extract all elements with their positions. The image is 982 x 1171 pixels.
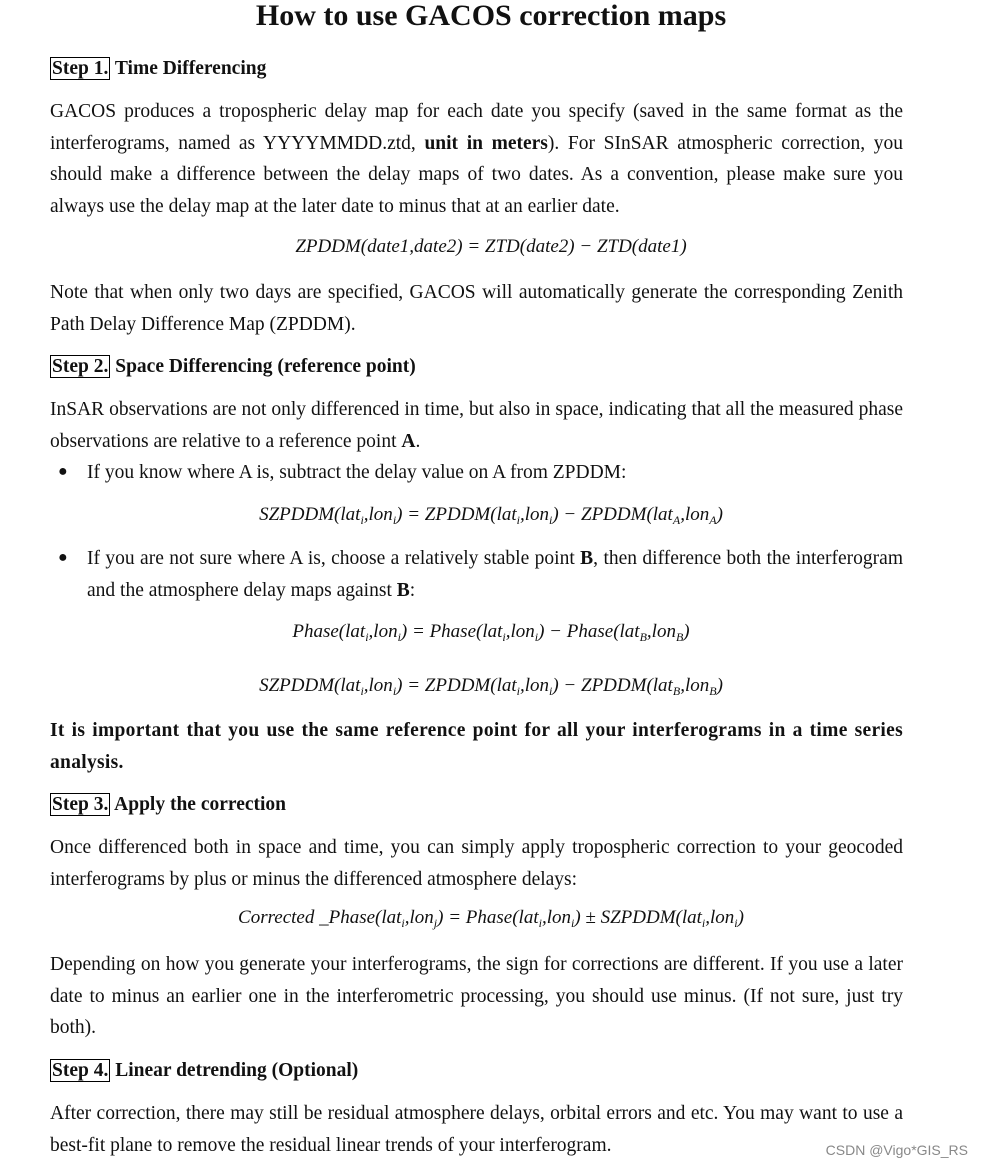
formula-text: ) <box>716 675 723 696</box>
formula-subscript: i <box>549 684 553 698</box>
formula-subscript: j <box>433 916 438 930</box>
formula-text: ) <box>716 504 723 525</box>
bullet-item <box>87 543 903 606</box>
formula-text: ,lon <box>363 504 393 525</box>
formula-subscript: i <box>502 630 506 644</box>
formula-text: ) = ZPDDM(lat <box>396 675 517 696</box>
formula-subscript: i <box>392 684 397 698</box>
formula-text: ) − Phase(lat <box>538 621 640 642</box>
formula-subscript: i <box>701 916 706 930</box>
step-label: Linear detrending (Optional) <box>115 1060 359 1081</box>
paragraph-space-differencing <box>50 394 903 457</box>
paragraph-apply-correction: Once differenced both in space and time, you can simply apply tropospheric correction to your geocoded interferograms by plus or minus the differenced atmosphere delays: <box>50 837 903 890</box>
formula-text: ,lon <box>680 504 710 525</box>
formula-text: ,lon <box>505 621 535 642</box>
text: , then difference both the interferogram and the atmosphere delay maps against <box>87 548 903 601</box>
bold-text: unit in meters <box>424 132 548 154</box>
formula-subscript: i <box>360 684 364 698</box>
formula-text: ,lon <box>404 907 434 928</box>
bold-text: A <box>401 430 416 452</box>
step-2-heading <box>50 354 416 380</box>
formula-subscript: A <box>672 513 681 527</box>
step-number: Step 2. <box>52 356 109 377</box>
important-note: It is important that you use the same reference point for all your interferograms in a time series analysis. <box>50 720 903 773</box>
watermark: CSDN @Vigo*GIS_RS <box>825 1142 968 1158</box>
step-4-heading <box>50 1058 358 1084</box>
formula-subscript: i <box>392 513 397 527</box>
formula-subscript: i <box>365 630 369 644</box>
formula-subscript: B <box>709 684 717 698</box>
step-label: Space Differencing (reference point) <box>115 356 416 377</box>
formula-text: ,lon <box>519 675 550 696</box>
formula-subscript: B <box>675 630 684 644</box>
text: GACOS produces a tropospheric delay map for each date you specify (saved in the same format as the interferograms, named as YYYYMMDD.ztd, <box>50 101 903 154</box>
formula-subscript: i <box>734 916 738 930</box>
formula-text: ,lon <box>646 621 676 642</box>
formula-subscript: i <box>397 630 401 644</box>
formula-text: ,lon <box>363 675 393 696</box>
formula-text: ) ± SZPDDM(lat <box>574 907 702 928</box>
formula-subscript: i <box>538 916 542 930</box>
bullet-icon: ● <box>58 549 68 566</box>
formula-text: ) <box>683 621 690 642</box>
text: InSAR observations are not only differenced in time, but also in space, indicating that all the measured phase observations are relative to a reference point <box>50 399 903 452</box>
formula <box>0 617 982 652</box>
step-number: Step 1. <box>52 58 109 79</box>
formula-text: ,lon <box>519 504 550 525</box>
formula-subscript: i <box>549 513 553 527</box>
formula-text: ZPDDM(date1,date2) = ZTD(date2) − ZTD(date1) <box>295 236 687 257</box>
bold-text: B <box>580 548 594 569</box>
paragraph-time-differencing <box>50 96 903 222</box>
formula-subscript: i <box>534 630 539 644</box>
formula-subscript: B <box>639 630 647 644</box>
formula-text: SZPDDM(lat <box>259 675 361 696</box>
formula-subscript: B <box>672 684 681 698</box>
formula-subscript: A <box>709 513 717 527</box>
page-title: How to use GACOS correction maps <box>255 0 727 32</box>
paragraph-note: Note that when only two days are specified, GACOS will automatically generate the corresponding Zenith Path Delay Difference Map (ZPDDM). <box>50 282 903 335</box>
step-label: Time Differencing <box>114 58 267 79</box>
formula-text: ) <box>737 907 744 928</box>
formula-text: ) = ZPDDM(lat <box>396 504 517 525</box>
text: If you are not sure where A is, choose a relatively stable point <box>87 548 581 569</box>
step-number: Step 3. <box>52 794 109 815</box>
formula-text: ,lon <box>541 907 571 928</box>
formula-subscript: i <box>516 684 520 698</box>
formula <box>0 500 982 535</box>
formula-subscript: i <box>360 513 364 527</box>
text: : <box>409 579 416 601</box>
formula-text: Corrected _Phase(lat <box>238 907 402 928</box>
bullet-icon: ● <box>58 463 68 480</box>
formula-subscript: i <box>516 513 520 527</box>
formula <box>0 232 982 262</box>
formula-text: ,lon <box>680 675 710 696</box>
formula-text: ) = Phase(lat <box>437 907 539 928</box>
step-1-heading <box>50 56 266 82</box>
formula-text: ) − ZPDDM(lat <box>552 504 673 525</box>
step-label: Apply the correction <box>114 794 287 815</box>
formula <box>0 671 982 706</box>
paragraph-sign: Depending on how you generate your interferograms, the sign for corrections are different. If you use a later date to minus an earlier one in the interferometric processing, you should use minus. (If not sure, just try both). <box>50 954 903 1038</box>
formula-text: ,lon <box>705 907 735 928</box>
step-3-heading <box>50 792 286 818</box>
formula-text: Phase(lat <box>292 621 366 642</box>
text: ). For SInSAR atmospheric correction, you should make a difference between the delay maps of two dates. As a convention, please make sure you always use the delay map at the later date to minus that at an earlier date. <box>50 132 904 217</box>
formula-text: ,lon <box>368 621 398 642</box>
formula-text: ) − ZPDDM(lat <box>552 675 673 696</box>
formula <box>0 903 982 938</box>
text: . <box>415 430 421 452</box>
formula-subscript: i <box>401 916 405 930</box>
formula-text: SZPDDM(lat <box>259 504 361 525</box>
paragraph-detrending: After correction, there may still be residual atmosphere delays, orbital errors and etc. You may want to use a best-fit plane to remove the residual linear trends of your interferogram. <box>50 1103 903 1156</box>
bullet-item: If you know where A is, subtract the delay value on A from ZPDDM: <box>87 462 627 483</box>
step-number: Step 4. <box>52 1060 109 1081</box>
bold-text: B <box>396 579 410 601</box>
formula-subscript: i <box>570 916 575 930</box>
formula-text: ) = Phase(lat <box>400 621 503 642</box>
